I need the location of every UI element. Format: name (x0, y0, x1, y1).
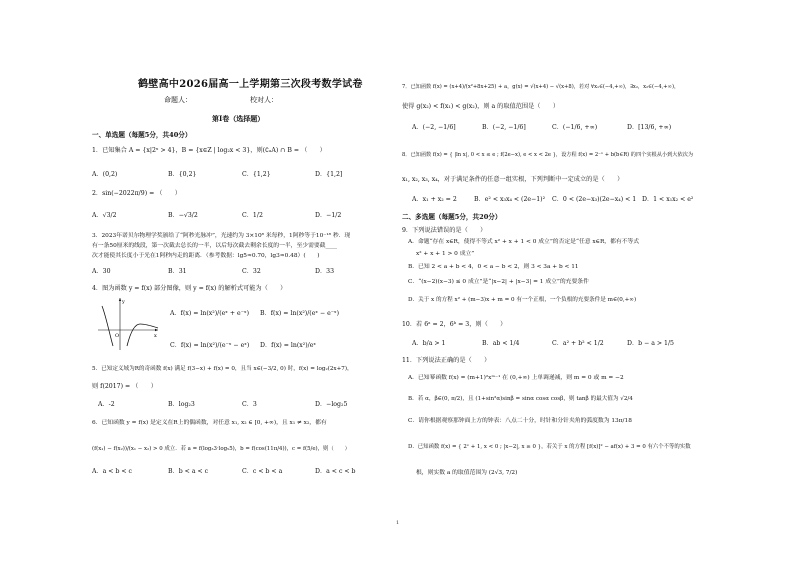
q4-option-c: C．f(x) = ln(x²)/(e⁻ˣ − eˣ) (170, 342, 250, 349)
q7-option-b: B．(−2, −1/6] (482, 124, 526, 131)
q7-line1: 7．已知函数 f(x) = (x+4)/(x²+8x+25) + a，g(x) = √(x+4) − √(x+8)，若对 ∀x₁∈(−4,+∞)，∃x₂，x₂∈(−4,+∞)， (402, 84, 680, 90)
q3-option-b: B．31 (168, 268, 187, 275)
q6-line1: 6．已知函数 y = f(x) 是定义在R上的偶函数，对任意 x₁, x₂ ∈ [0, +∞)，且 x₁ ≠ x₂，都有 (92, 420, 327, 426)
exam-title: 鹤壁高中2026届高一上学期第三次段考数学试卷 (138, 79, 363, 90)
q4-stem: 4．图为函数 y = f(x) 部分图像，则 y = f(x) 的解析式可能为（ ） (92, 285, 287, 292)
q5-option-c: C．3 (242, 401, 257, 408)
setter-label: 命题人： (164, 96, 192, 104)
origin-label: O (115, 333, 120, 339)
y-axis-label: y (122, 299, 125, 305)
q7-line2: 使得 g(x₂) < f(x₁) < g(x₂)，则 a 的取值范围是（ ） (402, 103, 560, 110)
q2-option-c: C．1/2 (242, 212, 263, 219)
q6-option-a: A．a < b < c (92, 468, 133, 475)
q4-option-b: B．f(x) = ln(x²)/(eˣ − e⁻ˣ) (260, 310, 340, 317)
q1-stem: 1．已知集合 A = {x|2ˣ > 4}，B = {x∈Z | log₂x < 3}，则(∁ₐA) ∩ B = （ ） (92, 147, 326, 154)
q10-option-d: D．b − a > 1/5 (627, 340, 674, 347)
q4-option-a: A．f(x) = ln(x²)/(eˣ + e⁻ˣ) (170, 310, 250, 317)
q8-option-b: B．e² < x₃x₄ < (2e−1)² (474, 196, 546, 203)
y-axis-arrow (119, 298, 121, 301)
function-curve (102, 306, 158, 346)
q3-line3: 次才能使其长度小于光在1阿秒内走的距离．（参考数据：lg5≈0.70，lg3≈0.48）( ) (92, 253, 320, 259)
q3-option-d: D．33 (315, 268, 335, 275)
q11-option-d-line1: D．已知函数 f(x) = { 2ˣ + 1, x < 0 ; |x−2|, x ≥ 0 }，若关于 x 的方程 [f(x)]² − af(x) + 3 = 0 有六个不等的实数 (408, 444, 691, 450)
q6-option-c: C．c < b < a (242, 468, 283, 475)
q9-stem: 9．下列说法错误的是（ ） (402, 227, 487, 234)
q6-option-b: B．b < a < c (168, 468, 209, 475)
q11-option-c: C．请你根据观察那钟面上方的钟表：八点二十分，时针和分针夹角的弧度数为 13π/18 (408, 418, 632, 424)
q6-option-d: D．a < c < b (315, 468, 356, 475)
q5-option-b: B．log₂3 (168, 401, 195, 408)
q10-option-c: C．a² + b² < 1/2 (552, 340, 604, 347)
section-single-choice: 一、单选题（每题5分，共40分） (92, 131, 192, 139)
part-heading: 第Ⅰ卷（选择题） (212, 114, 265, 123)
q5-option-a: A．-2 (98, 401, 115, 408)
q11-option-d-line2: 根，则实数 a 的取值范围为 (2√3, 7/2) (416, 470, 518, 476)
q11-option-b: B．若 α，β∈(0, π/2)，且 (1+sin²α)sinβ = sinα cosα cosβ，则 tanβ 的最大值为 √2/4 (408, 396, 633, 402)
q2-stem: 2．sin(−2022π/9) = （ ） (92, 190, 181, 197)
q7-option-c: C．(−1/6, +∞) (552, 124, 598, 131)
q5-line2: 则 f(2017) = （ ） (92, 383, 157, 390)
q11-stem: 11．下列说法正确的是（ ） (402, 357, 491, 364)
q8-line1: 8．已知函数 f(x) = { |ln x|, 0 < x ≤ e ; f(2e−x), e < x < 2e }，设方程 f(x) = 2⁻ˣ + b(b∈R) 的四个实根从小到大依次为 (402, 152, 694, 158)
q2-option-a: A．√3/2 (92, 212, 117, 219)
q3-option-a: A．30 (92, 268, 111, 275)
q7-option-a: A．(−2, −1/6] (412, 124, 456, 131)
q10-option-b: B．ab < 1/4 (482, 340, 520, 347)
q11-option-a: A．已知幂函数 f(x) = (m+1)²xᵐ⁻¹ 在 (0,+∞) 上单调递减，则 m = 0 或 m = −2 (408, 375, 624, 381)
q3-line1: 3．2023年诺贝尔物理学奖颁给了“阿秒光脉冲”，光速约为 3×10⁸ 米每秒，1阿秒等于10⁻¹⁸ 秒．现 (92, 233, 351, 239)
q8-option-a: A．x₁ + x₂ = 2 (412, 196, 457, 203)
q5-line1: 5．已知定义域为R的奇函数 f(x) 满足 f(3−x) + f(x) = 0，且当 x∈(−3/2, 0) 时，f(x) = log₂(2x+7)， (92, 366, 353, 372)
q1-option-b: B．{0,2} (168, 171, 197, 178)
q7-option-d: D．[13/6, +∞) (627, 124, 672, 131)
q3-line2: 有一条50厘米的线段，第一次截去总长的一半，以后每次截去剩余长度的一半，至少需要截____ (92, 243, 338, 249)
q1-option-c: C．{1,2} (242, 171, 271, 178)
q1-option-a: A．(0,2) (92, 171, 118, 178)
q2-option-d: D．−1/2 (315, 212, 342, 219)
q10-option-a: A．b/a > 1 (412, 340, 446, 347)
page-number: 1 (396, 520, 400, 526)
q3-option-c: C．32 (242, 268, 261, 275)
section-multi-choice: 二、多选题（每题5分，共20分） (402, 213, 502, 221)
q1-option-d: D．{1,2] (315, 171, 343, 178)
q5-option-d: D．−log₂5 (315, 401, 348, 408)
q4-graph (96, 296, 160, 352)
q9-option-c: C．“(x−2)(x−3) ≤ 0 成立”是“|x−2| + |x−3| = 1 成立”的充要条件 (408, 279, 589, 285)
q8-option-d: D．1 < x₁x₂ < e² (642, 196, 694, 203)
q9-option-a-line1: A．命题“存在 x∈R，使得不等式 x² + x + 1 < 0 成立”的否定是“任意 x∈R，都有不等式 (408, 239, 640, 245)
x-axis-arrow (155, 329, 158, 331)
checker-label: 校对人： (250, 96, 278, 104)
x-axis-label: x (154, 333, 157, 339)
q9-option-d: D．关于 x 的方程 x² + (m−3)x + m = 0 有一个正根，一个负根的充要条件是 m∈(0,+∞) (408, 297, 637, 303)
q8-option-c: C．0 < (2e−x₃)(2e−x₄) < 1 (552, 196, 637, 203)
q2-option-b: B．−√3/2 (168, 212, 198, 219)
q9-option-a-line2: x² + x + 1 > 0 成立” (416, 251, 475, 257)
q4-option-d: D．f(x) = ln(x²)/eˣ (260, 342, 317, 349)
q9-option-b: B．已知 2 < a + b < 4，0 < a − b < 2，则 3 < 3a + b < 11 (408, 264, 579, 270)
q8-line2: x₁, x₂, x₃, x₄，对于满足条件的任意一组实根，下列判断中一定成立的是（ ） (402, 176, 624, 183)
q10-stem: 10．若 6ᵃ = 2，6ᵇ = 3，则（ ） (402, 321, 507, 328)
q6-line2: (f(x₁) − f(x₂))/(x₁ − x₂) > 0 成立．若 a = f(log₃3·log₅5)，b = f(cos(11π/4))，c = f(5/e)，则（ ） (92, 446, 350, 452)
